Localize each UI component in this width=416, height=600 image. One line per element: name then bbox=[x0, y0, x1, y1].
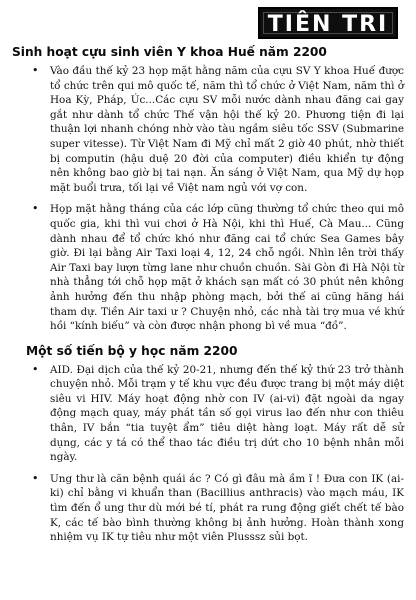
bullet-icon: • bbox=[32, 471, 39, 485]
page-header bbox=[12, 0, 402, 44]
article2-list bbox=[12, 363, 404, 545]
article1-title: Sinh hoạt cựu sinh viên Y khoa Huế năm 2200 bbox=[12, 45, 327, 59]
article2-paragraph-1 bbox=[12, 363, 404, 465]
bullet-icon: • bbox=[32, 64, 39, 77]
article1-list bbox=[12, 64, 404, 334]
article1-paragraph-1 bbox=[12, 64, 404, 195]
paragraph-text: AID. Đại dịch của thế kỷ 20-21, nhưng đến thế kỷ thứ 23 trở thành chuyện nhỏ. Mỗi trạm y tế khu vực đều được trang bị một máy diệt siêu vi HIV. Máy hoạt động nhờ con IV (ai-vi) đặt ngoài da ngay động mạch quay, máy phát tần số gọi virus lao đến như con thiêu thân, IV bắn “tia tuyệt ẩm” tiêu diệt hàng loạt. Máy rất dễ sử dụng, các y tá có thể thao tác điều trị dứt cho 10 bệnh nhân mỗi ngày. bbox=[50, 363, 404, 464]
paragraph-text: Ung thư là căn bệnh quái ác ? Có gì đâu mà ầm ĩ ! Đưa con IK (ai-ki) chỉ bằng vi khuẩn than (Bacillius anthracis) vào mạch máu, IK tìm đến ổ ung thư dù mới bé tí, phát ra rung động giết chết tế bào K, các tế bào bình thường không bị ảnh hưởng. Hoàn thành xong nhiệm vụ IK tự tiêu như một viên Plusssz sủi bọt. bbox=[50, 472, 404, 544]
paragraph-text: Vào đầu thế kỷ 23 họp mặt hằng năm của cựu SV Y khoa Huế được tổ chức trên qui mô quốc tế, năm thì tổ chức ở Việt Nam, năm thì ở Hoa Kỳ, Pháp, Úc...Các cựu SV mỗi nước dành nhau đăng cai gay gắt như dành tổ chức Thế vận hội thế kỷ 20. Phương tiện đi lại thuận lợi nhanh chóng nhờ vào tàu ngầm siêu tốc SSV (Submarine super vitesse). Từ Việt Nam đi Mỹ chỉ mất 2 giờ 40 phút, nhờ thiết bị computin (hậu duệ 20 đời của computer) điều khiển tự động nên không bao giờ bị tai nạn. Ăn sáng ở Việt Nam, qua Mỹ dự họp mặt buổi trưa, tối lại về Việt nam ngủ với vợ con. bbox=[50, 65, 404, 194]
bullet-icon: • bbox=[32, 202, 39, 216]
article-body bbox=[12, 64, 404, 545]
section-label-banner bbox=[258, 7, 398, 39]
article1-paragraph-2 bbox=[12, 202, 404, 333]
paragraph-text: Họp mặt hằng tháng của các lớp cũng thường tổ chức theo qui mô quốc gia, khi thì vui chơi ở Hà Nội, khi thì Huế, Cà Mau... Cũng dành nhau để tổ chức khó như đăng cai tổ chức Sea Games bây giờ. Đi lại bằng Air Taxi loại 4, 12, 24 chỗ ngồi. Nhìn lên trời thấy Air Taxi bay lượn từng lane như chuồn chuồn. Sài Gòn đi Hà Nội từ nhà thẳng tới chỗ họp mặt ở khách sạn mất có 30 phút nên không ảnh hưởng đến thu nhập phòng mạch, bởi thế ai cũng hăng hái tham dự. Tiền Air taxi ư ? Chuyện nhỏ, các nhà tài trợ mua vé khứ hồi “kính biếu” và còn được nhận phong bì về mua “đồ”. bbox=[50, 203, 404, 333]
bullet-icon: • bbox=[32, 362, 39, 376]
section-label-text: TIÊN TRI bbox=[267, 12, 389, 37]
article2-title: Một số tiến bộ y học năm 2200 bbox=[26, 343, 238, 358]
article2-paragraph-2 bbox=[12, 472, 404, 545]
